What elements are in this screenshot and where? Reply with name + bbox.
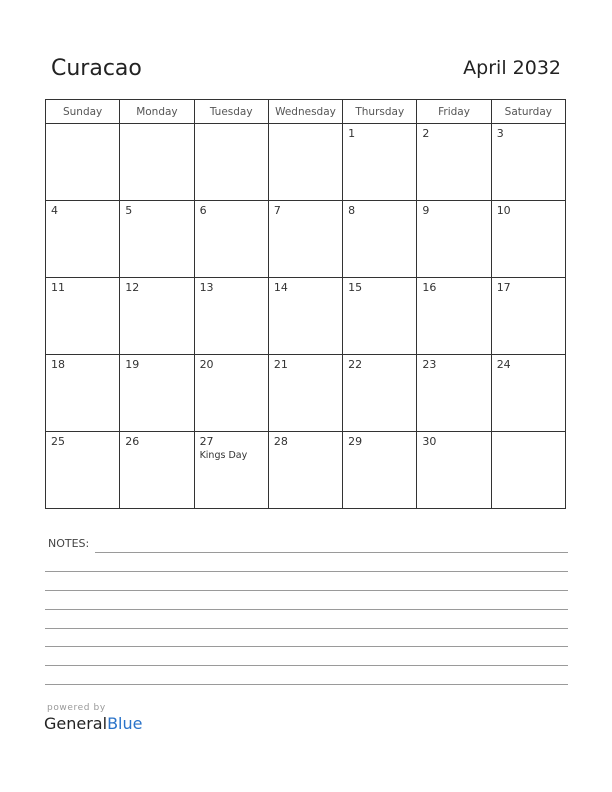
day-number: 23 (422, 358, 437, 371)
day-number (269, 124, 342, 127)
note-line (45, 571, 568, 572)
day-cell (491, 124, 565, 201)
day-cell (343, 201, 417, 278)
day-number: 14 (273, 281, 288, 294)
day-number: 4 (51, 204, 58, 217)
notes-label: NOTES: (48, 537, 90, 550)
day-cell (194, 124, 268, 201)
weekday-header-row (46, 100, 566, 124)
day-cell (120, 278, 194, 355)
day-cell (343, 278, 417, 355)
day-number: 13 (199, 281, 214, 294)
day-cell (491, 201, 565, 278)
day-number: 19 (125, 358, 140, 371)
weekday-saturday: Saturday (491, 100, 565, 124)
week-row-2 (46, 201, 566, 278)
day-number: 11 (51, 281, 65, 294)
day-number: 6 (199, 204, 207, 217)
day-cell (491, 355, 565, 432)
day-number: 7 (273, 204, 281, 217)
day-number: 10 (496, 204, 511, 217)
note-line (45, 684, 568, 685)
day-cell (417, 278, 491, 355)
day-number: 17 (496, 281, 511, 294)
day-number (46, 124, 119, 127)
day-number: 15 (348, 281, 363, 294)
day-cell (120, 355, 194, 432)
day-number: 18 (51, 358, 65, 371)
day-cell (491, 432, 565, 509)
day-number: 16 (422, 281, 437, 294)
day-cell (194, 432, 268, 509)
day-cell (46, 201, 120, 278)
day-number: 9 (422, 204, 430, 217)
note-line (95, 552, 568, 553)
day-number: 1 (348, 127, 356, 140)
day-number: 27 (199, 435, 214, 448)
day-cell (46, 278, 120, 355)
day-cell (268, 278, 342, 355)
day-number: 5 (125, 204, 133, 217)
day-cell (417, 124, 491, 201)
day-cell (194, 278, 268, 355)
day-cell (194, 355, 268, 432)
day-cell (194, 201, 268, 278)
day-cell (417, 355, 491, 432)
day-cell (343, 355, 417, 432)
brand-blue: Blue (107, 714, 143, 733)
note-line (45, 665, 568, 666)
day-cell (120, 201, 194, 278)
holiday-label: Kings Day (199, 450, 248, 461)
day-number: 24 (496, 358, 511, 371)
day-number (492, 432, 565, 435)
country-title: Curacao (51, 56, 142, 81)
weekday-sunday: Sunday (46, 100, 120, 124)
week-row-5 (46, 432, 566, 509)
day-number: 28 (273, 435, 288, 448)
day-cell (343, 432, 417, 509)
day-cell (417, 432, 491, 509)
brand-name (44, 714, 142, 733)
day-cell (268, 124, 342, 201)
weekday-monday: Monday (120, 100, 194, 124)
day-cell (268, 355, 342, 432)
day-cell (417, 201, 491, 278)
day-number: 22 (348, 358, 363, 371)
day-cell (268, 432, 342, 509)
brand-general: General (44, 714, 108, 733)
note-line (45, 590, 568, 591)
day-number: 30 (422, 435, 437, 448)
weekday-wednesday: Wednesday (268, 100, 342, 124)
day-number: 3 (496, 127, 504, 140)
day-number (120, 124, 193, 127)
day-cell (268, 201, 342, 278)
day-number: 8 (348, 204, 356, 217)
calendar-grid (45, 99, 566, 509)
weekday-thursday: Thursday (343, 100, 417, 124)
day-cell (46, 355, 120, 432)
generalblue-logo (44, 703, 142, 733)
day-number: 12 (125, 281, 140, 294)
day-number: 2 (422, 127, 430, 140)
weekday-friday: Friday (417, 100, 491, 124)
week-row-3 (46, 278, 566, 355)
note-line (45, 609, 568, 610)
note-line (45, 646, 568, 647)
day-number: 25 (51, 435, 65, 448)
month-year-title: April 2032 (463, 57, 561, 79)
day-number: 26 (125, 435, 140, 448)
day-number: 21 (273, 358, 288, 371)
week-row-1 (46, 124, 566, 201)
day-cell (46, 432, 120, 509)
day-number: 20 (199, 358, 214, 371)
day-number (195, 124, 268, 127)
powered-by-text: powered by (47, 703, 106, 713)
week-row-4 (46, 355, 566, 432)
day-cell (343, 124, 417, 201)
day-cell (120, 124, 194, 201)
note-line (45, 628, 568, 629)
day-cell (120, 432, 194, 509)
day-cell (491, 278, 565, 355)
day-number: 29 (348, 435, 363, 448)
weekday-tuesday: Tuesday (194, 100, 268, 124)
day-cell (46, 124, 120, 201)
